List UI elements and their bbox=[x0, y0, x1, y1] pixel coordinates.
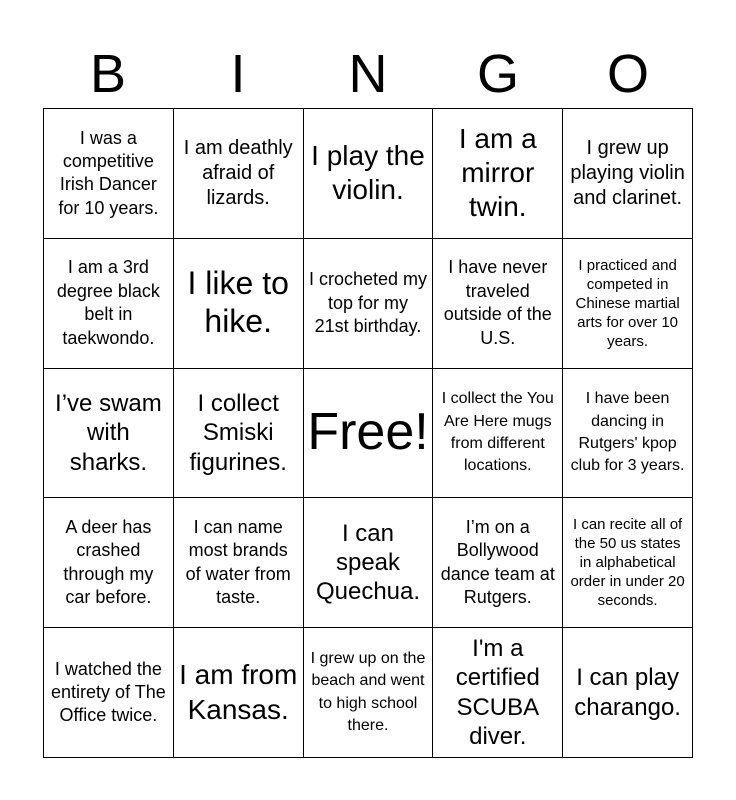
bingo-cell-r2-c2[interactable] bbox=[174, 239, 304, 369]
cell-text: I am a 3rd degree black belt in taekwondo. bbox=[56, 257, 160, 348]
bingo-cell-r2-c3[interactable] bbox=[304, 239, 434, 369]
bingo-cell-r1-c3[interactable] bbox=[304, 109, 434, 239]
bingo-cell-r5-c2[interactable] bbox=[174, 628, 304, 758]
bingo-cell-r5-c4[interactable] bbox=[433, 628, 563, 758]
cell-text: Free! bbox=[307, 403, 429, 462]
bingo-cell-r2-c1[interactable] bbox=[44, 239, 174, 369]
cell-text: I’ve swam with sharks. bbox=[55, 390, 162, 476]
cell-text: I practiced and competed in Chinese martial arts for over 10 years. bbox=[575, 256, 680, 350]
bingo-cell-r5-c3[interactable] bbox=[304, 628, 434, 758]
cell-text: I can speak Quechua. bbox=[315, 519, 421, 606]
cell-text: I have been dancing in Rutgers' kpop club for 3 years. bbox=[570, 390, 685, 475]
cell-text: I collect Smiski figurines. bbox=[189, 390, 287, 476]
bingo-cell-r1-c1[interactable] bbox=[44, 109, 174, 239]
bingo-cell-r3-c4[interactable] bbox=[433, 369, 563, 499]
cell-text: I can recite all of the 50 us states in alphabetical order in under 20 seconds. bbox=[570, 516, 685, 610]
header-letter-b: B bbox=[89, 44, 127, 104]
header-letter-o: O bbox=[606, 44, 649, 104]
cell-text: I’m on a Bollywood dance team at Rutgers. bbox=[440, 517, 555, 608]
bingo-cell-r3-c2[interactable] bbox=[174, 369, 304, 499]
bingo-cell-r3-c1[interactable] bbox=[44, 369, 174, 499]
cell-text: I grew up on the beach and went to high school there. bbox=[310, 649, 426, 734]
bingo-cell-free[interactable] bbox=[304, 369, 434, 499]
bingo-cell-r1-c2[interactable] bbox=[174, 109, 304, 239]
cell-text: I was a competitive Irish Dancer for 10 years. bbox=[58, 127, 159, 218]
cell-text: I crocheted my top for my 21st birthday. bbox=[308, 269, 428, 336]
cell-text: I play the violin. bbox=[311, 140, 425, 206]
bingo-grid bbox=[43, 108, 693, 758]
cell-text: I have never traveled outside of the U.S. bbox=[443, 257, 552, 348]
bingo-cell-r4-c2[interactable] bbox=[174, 498, 304, 628]
cell-text: I watched the entirety of The Office twice. bbox=[51, 658, 166, 726]
cell-text: A deer has crashed through my car before. bbox=[63, 517, 154, 608]
header-letter-n: N bbox=[348, 44, 388, 104]
bingo-cell-r2-c4[interactable] bbox=[433, 239, 563, 369]
bingo-cell-r1-c4[interactable] bbox=[433, 109, 563, 239]
bingo-header bbox=[43, 40, 693, 108]
header-letter-i: I bbox=[230, 44, 246, 104]
cell-text: I can name most brands of water from taste. bbox=[185, 517, 291, 608]
bingo-cell-r5-c5[interactable] bbox=[563, 628, 693, 758]
bingo-cell-r4-c4[interactable] bbox=[433, 498, 563, 628]
cell-text: I grew up playing violin and clarinet. bbox=[570, 136, 685, 209]
cell-text: I am from Kansas. bbox=[179, 659, 298, 725]
cell-text: I can play charango. bbox=[574, 664, 681, 721]
bingo-cell-r3-c5[interactable] bbox=[563, 369, 693, 499]
bingo-cell-r4-c5[interactable] bbox=[563, 498, 693, 628]
header-letter-g: G bbox=[476, 44, 519, 104]
cell-text: I collect the You Are Here mugs from different locations. bbox=[441, 390, 554, 475]
cell-text: I like to hike. bbox=[187, 265, 289, 340]
bingo-cell-r2-c5[interactable] bbox=[563, 239, 693, 369]
bingo-cell-r1-c5[interactable] bbox=[563, 109, 693, 239]
cell-text: I am deathly afraid of lizards. bbox=[183, 136, 293, 209]
cell-text: I'm a certified SCUBA diver. bbox=[455, 635, 540, 750]
cell-text: I am a mirror twin. bbox=[458, 123, 537, 223]
bingo-cell-r5-c1[interactable] bbox=[44, 628, 174, 758]
bingo-cell-r4-c1[interactable] bbox=[44, 498, 174, 628]
bingo-cell-r4-c3[interactable] bbox=[304, 498, 434, 628]
